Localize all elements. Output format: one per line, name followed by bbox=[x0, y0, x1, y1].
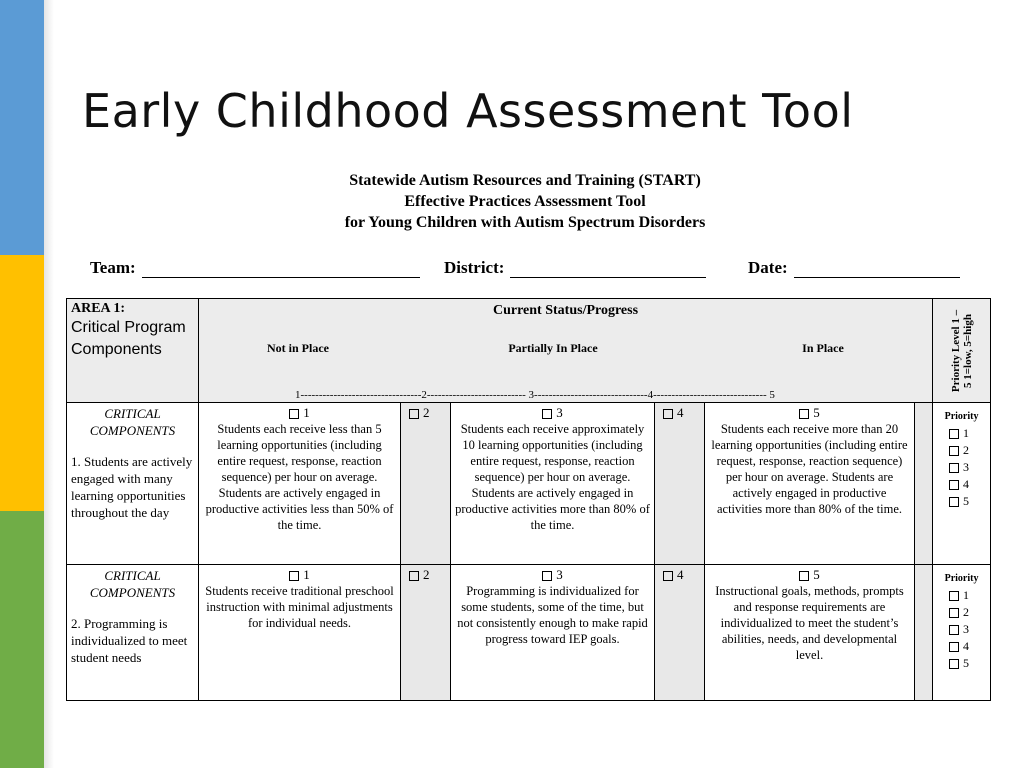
level-5-cell bbox=[705, 403, 915, 565]
priority-option-3: 3 bbox=[963, 460, 970, 474]
priority-checkbox-4[interactable] bbox=[949, 480, 959, 490]
level-1-description: Students receive traditional preschool instruction with minimal adjustments for individual needs. bbox=[205, 584, 394, 630]
document-header-line-1: Statewide Autism Resources and Training (START) bbox=[349, 172, 701, 189]
accent-strip-green bbox=[0, 511, 44, 768]
table-header-row bbox=[67, 299, 991, 403]
checkbox-level-1[interactable] bbox=[289, 409, 299, 419]
table-row bbox=[67, 403, 991, 565]
checkbox-level-1[interactable] bbox=[289, 571, 299, 581]
component-cell bbox=[67, 565, 199, 701]
table-row bbox=[67, 565, 991, 701]
priority-header-cell bbox=[933, 299, 991, 403]
level-in-place: In Place bbox=[802, 341, 844, 355]
level-2-cell bbox=[401, 565, 451, 701]
priority-option-4: 4 bbox=[963, 477, 970, 491]
level-2-cell bbox=[401, 403, 451, 565]
status-title: Current Status/Progress bbox=[492, 303, 639, 318]
level-1-cell bbox=[199, 403, 401, 565]
priority-checkbox-5[interactable] bbox=[949, 659, 959, 669]
priority-cell bbox=[933, 403, 991, 565]
component-cell bbox=[67, 403, 199, 565]
district-blank bbox=[510, 260, 706, 278]
area-title: AREA 1: bbox=[71, 301, 126, 316]
checkbox-level-5[interactable] bbox=[799, 571, 809, 581]
priority-checkbox-3[interactable] bbox=[949, 463, 959, 473]
level-1-number: 1 bbox=[303, 405, 310, 420]
priority-checkbox-5[interactable] bbox=[949, 497, 959, 507]
priority-checkbox-2[interactable] bbox=[949, 608, 959, 618]
level-3-description: Students each receive approximately 10 learning opportunities (including entire request, response, reaction sequence) per hour on average. Students are actively engaged in productive activities more than 80% of the time. bbox=[455, 422, 650, 532]
spacer-cell bbox=[915, 403, 933, 565]
document-header bbox=[240, 170, 810, 233]
priority-option-1: 1 bbox=[963, 426, 970, 440]
priority-option-5: 5 bbox=[963, 494, 970, 508]
priority-label: Priority bbox=[944, 573, 979, 584]
level-4-number: 4 bbox=[677, 567, 684, 582]
level-4-number: 4 bbox=[677, 405, 684, 420]
document-header-line-2: Effective Practices Assessment Tool bbox=[404, 193, 646, 210]
priority-checkbox-2[interactable] bbox=[949, 446, 959, 456]
component-title: CRITICAL COMPONENTS bbox=[89, 568, 176, 600]
priority-option-4: 4 bbox=[963, 639, 970, 653]
level-4-cell bbox=[655, 565, 705, 701]
status-header-cell bbox=[199, 299, 933, 403]
team-blank bbox=[142, 260, 420, 278]
level-3-number: 3 bbox=[556, 405, 563, 420]
priority-label: Priority bbox=[944, 411, 979, 422]
level-not-in-place: Not in Place bbox=[267, 341, 329, 355]
area-name: Critical Program Components bbox=[71, 319, 186, 358]
level-1-cell bbox=[199, 565, 401, 701]
level-scale: 1---------------------------------2--------------------------- 3-------------------------------4------------------------------- 5 bbox=[295, 389, 775, 401]
slide-title: Early Childhood Assessment Tool bbox=[82, 84, 854, 138]
level-3-number: 3 bbox=[556, 567, 563, 582]
checkbox-level-2[interactable] bbox=[409, 409, 419, 419]
team-label: Team: bbox=[90, 258, 136, 277]
checkbox-level-3[interactable] bbox=[542, 409, 552, 419]
checkbox-level-5[interactable] bbox=[799, 409, 809, 419]
document-header-line-3: for Young Children with Autism Spectrum Disorders bbox=[344, 214, 706, 231]
priority-option-2: 2 bbox=[963, 443, 970, 457]
accent-strip-blue bbox=[0, 0, 44, 255]
date-field bbox=[748, 258, 960, 278]
level-5-cell bbox=[705, 565, 915, 701]
team-field bbox=[90, 258, 420, 278]
level-5-number: 5 bbox=[813, 405, 820, 420]
date-blank bbox=[794, 260, 960, 278]
component-title: CRITICAL COMPONENTS bbox=[89, 406, 176, 438]
spacer-cell bbox=[915, 565, 933, 701]
level-3-cell bbox=[451, 565, 655, 701]
level-3-cell bbox=[451, 403, 655, 565]
checkbox-level-4[interactable] bbox=[663, 571, 673, 581]
assessment-table bbox=[66, 298, 991, 701]
checkbox-level-4[interactable] bbox=[663, 409, 673, 419]
district-field bbox=[444, 258, 706, 278]
strip-shadow bbox=[44, 0, 54, 768]
level-5-description: Students each receive more than 20 learning opportunities (including entire request, response, reaction sequence) per hour on average. Students are actively engaged in productive activities more than 80% of the time. bbox=[711, 422, 908, 516]
district-label: District: bbox=[444, 258, 505, 277]
checkbox-level-2[interactable] bbox=[409, 571, 419, 581]
level-3-description: Programming is individualized for some students, some of the time, but not consistently enough to make rapid progress toward IEP goals. bbox=[457, 584, 648, 646]
level-1-number: 1 bbox=[303, 567, 310, 582]
priority-cell bbox=[933, 565, 991, 701]
priority-option-1: 1 bbox=[963, 588, 970, 602]
component-text: 2. Programming is individualized to meet student needs bbox=[71, 616, 188, 665]
priority-checkbox-3[interactable] bbox=[949, 625, 959, 635]
date-label: Date: bbox=[748, 258, 788, 277]
area-header-cell bbox=[67, 299, 199, 403]
priority-checkbox-1[interactable] bbox=[949, 429, 959, 439]
status-levels bbox=[203, 319, 928, 401]
component-text: 1. Students are actively engaged with many learning opportunities throughout the day bbox=[71, 454, 193, 520]
level-2-number: 2 bbox=[423, 405, 430, 420]
checkbox-level-3[interactable] bbox=[542, 571, 552, 581]
level-4-cell bbox=[655, 403, 705, 565]
accent-strip-yellow bbox=[0, 255, 44, 511]
level-5-description: Instructional goals, methods, prompts and response requirements are individualized to meet the student’s abilities, needs, and developmental level. bbox=[715, 584, 904, 662]
level-2-number: 2 bbox=[423, 567, 430, 582]
level-5-number: 5 bbox=[813, 567, 820, 582]
priority-checkbox-1[interactable] bbox=[949, 591, 959, 601]
level-partially-in-place: Partially In Place bbox=[508, 341, 598, 355]
priority-checkbox-4[interactable] bbox=[949, 642, 959, 652]
priority-option-2: 2 bbox=[963, 605, 970, 619]
priority-option-3: 3 bbox=[963, 622, 970, 636]
priority-level-header: Priority Level 1 – 5 1=low, 5=high bbox=[949, 309, 974, 392]
priority-option-5: 5 bbox=[963, 656, 970, 670]
level-1-description: Students each receive less than 5 learning opportunities (including entire request, response, reaction sequence) per hour on average. Students are actively engaged in productive activities less than 50% of the time. bbox=[205, 422, 394, 532]
